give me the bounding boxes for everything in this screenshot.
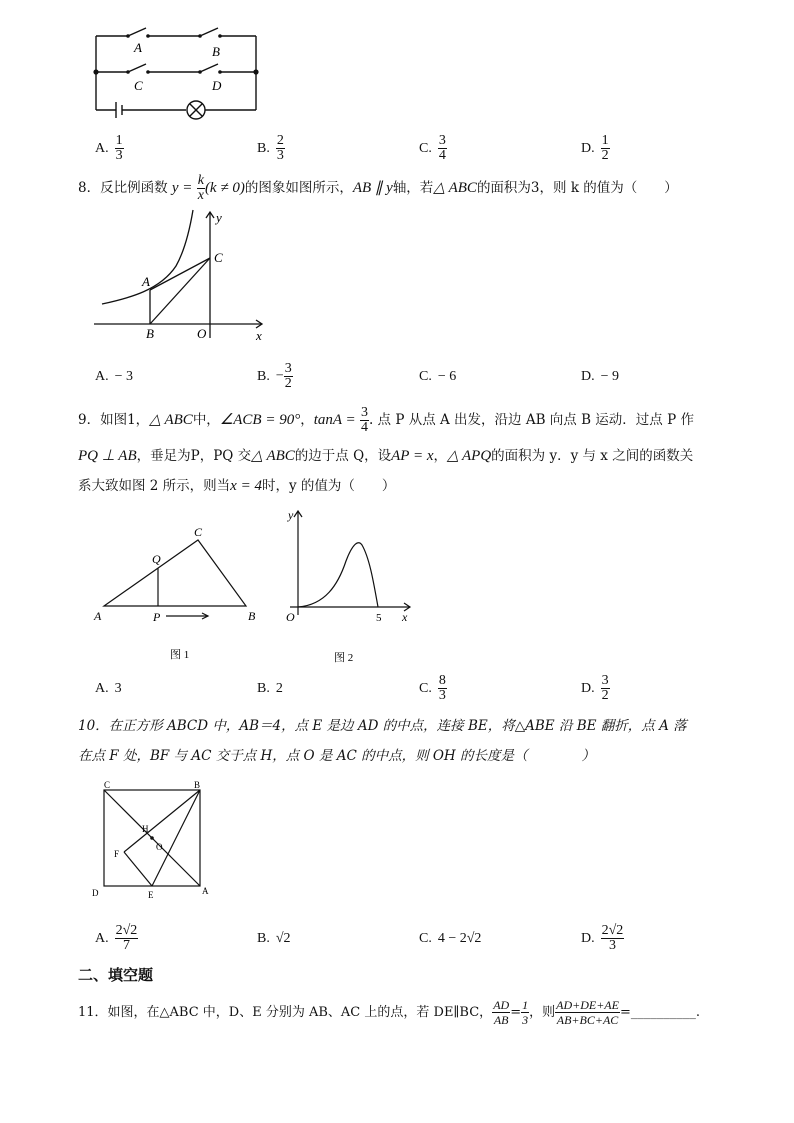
switch-label-b: B [212,44,220,59]
fig-label-h: H [142,824,149,834]
switch-label-d: D [212,78,222,93]
q10-option-d[interactable]: D. $\frac{2√2}{3}$ [581,923,624,953]
square-fold-figure [90,780,220,910]
q8-option-d[interactable]: D. − 9 [581,369,620,384]
fig1-caption: 图 1 [170,649,190,661]
figure-2-graph [280,505,420,670]
q10-option-a[interactable]: A. $\frac{2√2}{7}$ [95,923,138,953]
point-label-b: B [146,326,154,341]
fig-label-e: E [148,890,154,900]
q8-option-b[interactable]: B. − $\frac{3}{2}$ [257,361,292,391]
question-9-line-1: 9．如图1，△ ABC中，∠ACB = 90°，tanA = $\frac{3}{4}$ . 点 P 从点 A 出发，沿边 AB 向点 B 运动．过点 P 作 [78,405,694,435]
question-10-line-1: 10．在正方形 ABCD 中，AB＝4，点 E 是边 AD 的中点，连接 BE，将△ABE 沿 BE 翻折，点 A 落 [78,718,687,734]
fig1-label-b: B [248,609,256,623]
q7-option-c[interactable]: C. $\frac{3}{4}$ [419,133,446,163]
question-10-line-2: 在点 F 处，BF 与 AC 交于点 H，点 O 是 AC 的中点，则 OH 的长度是（ ） [78,748,595,764]
fraction: $\frac{2√2}{7}$ [115,923,138,953]
q9-option-b[interactable]: B. 2 [257,681,283,696]
fig1-label-p: P [153,610,161,624]
fig-label-c: C [104,780,111,790]
point-label-a: A [142,274,150,289]
answer-blank[interactable]: __________ [630,1005,696,1020]
figure-1-triangle [90,520,270,670]
q9-option-d[interactable]: D. $\frac{3}{2}$ [581,673,609,703]
axis-label-y: y [216,210,222,225]
fraction: $\frac{3}{2}$ [284,361,292,391]
q9-option-a[interactable]: A. 3 [95,681,122,696]
question-11-text: 11．如图，在△ABC 中，D、E 分别为 AB、AC 上的点，若 DE∥BC， $\frac{AD}{AB}$ = $\frac{1}{3}$ ，则 $\frac{AD+DE+AE}{AB+BC+AC}$ =__________. [78,998,701,1027]
fig2-label-y: y [288,508,294,522]
circuit-diagram [88,22,268,127]
fraction: $\frac{3}{2}$ [601,673,609,703]
question-8-text: 8．反比例函数 y = $\frac{k}{x}$ (k ≠ 0)的图象如图所示，AB ∥ y轴，若△ ABC的面积为3，则 k 的值为（ ） [78,173,678,203]
fraction: $\frac{3}{4}$ [438,133,446,163]
fig1-label-q: Q [152,552,161,566]
fraction: $\frac{2}{3}$ [276,133,284,163]
fig1-label-c: C [194,525,203,539]
q10-option-b[interactable]: B. √2 [257,931,291,946]
q7-option-a[interactable]: A. $\frac{1}{3}$ [95,133,123,163]
q7-option-b[interactable]: B. $\frac{2}{3}$ [257,133,284,163]
q9-option-c[interactable]: C. $\frac{8}{3}$ [419,673,446,703]
fig-label-b: B [194,780,201,790]
fraction: $\frac{2√2}{3}$ [601,923,624,953]
fraction: $\frac{1}{3}$ [115,133,123,163]
fig-label-f: F [114,849,120,859]
question-9-line-3: 系大致如图 2 所示，则当x = 4时，y 的值为（ ） [78,478,396,494]
question-9-line-2: PQ ⊥ AB，垂足为P，PQ 交△ ABC的边于点 Q，设AP = x，△ APQ的面积为 y．y 与 x 之间的函数关 [78,448,694,464]
fig-label-o: O [156,842,163,852]
point-label-o: O [197,326,207,341]
switch-label-c: C [134,78,143,93]
hyperbola-graph [90,208,270,343]
switch-label-a: A [134,40,142,55]
fig1-label-a: A [94,609,102,623]
fig2-label-x: x [402,610,408,624]
fig-label-a: A [202,886,209,896]
q7-option-d[interactable]: D. $\frac{1}{2}$ [581,133,609,163]
fig2-label-5: 5 [376,612,382,624]
fig2-label-o: O [286,610,295,624]
q8-option-c[interactable]: C. − 6 [419,369,457,384]
fig-label-d: D [92,888,99,898]
q8-option-a[interactable]: A. − 3 [95,369,134,384]
point-label-c: C [214,250,223,265]
fraction: $\frac{1}{2}$ [601,133,609,163]
fraction: $\frac{8}{3}$ [438,673,446,703]
axis-label-x: x [256,328,262,343]
fig2-caption: 图 2 [334,652,354,664]
q10-option-c[interactable]: C. 4 − 2√2 [419,931,482,946]
section-title: 二、填空题 [78,966,154,984]
